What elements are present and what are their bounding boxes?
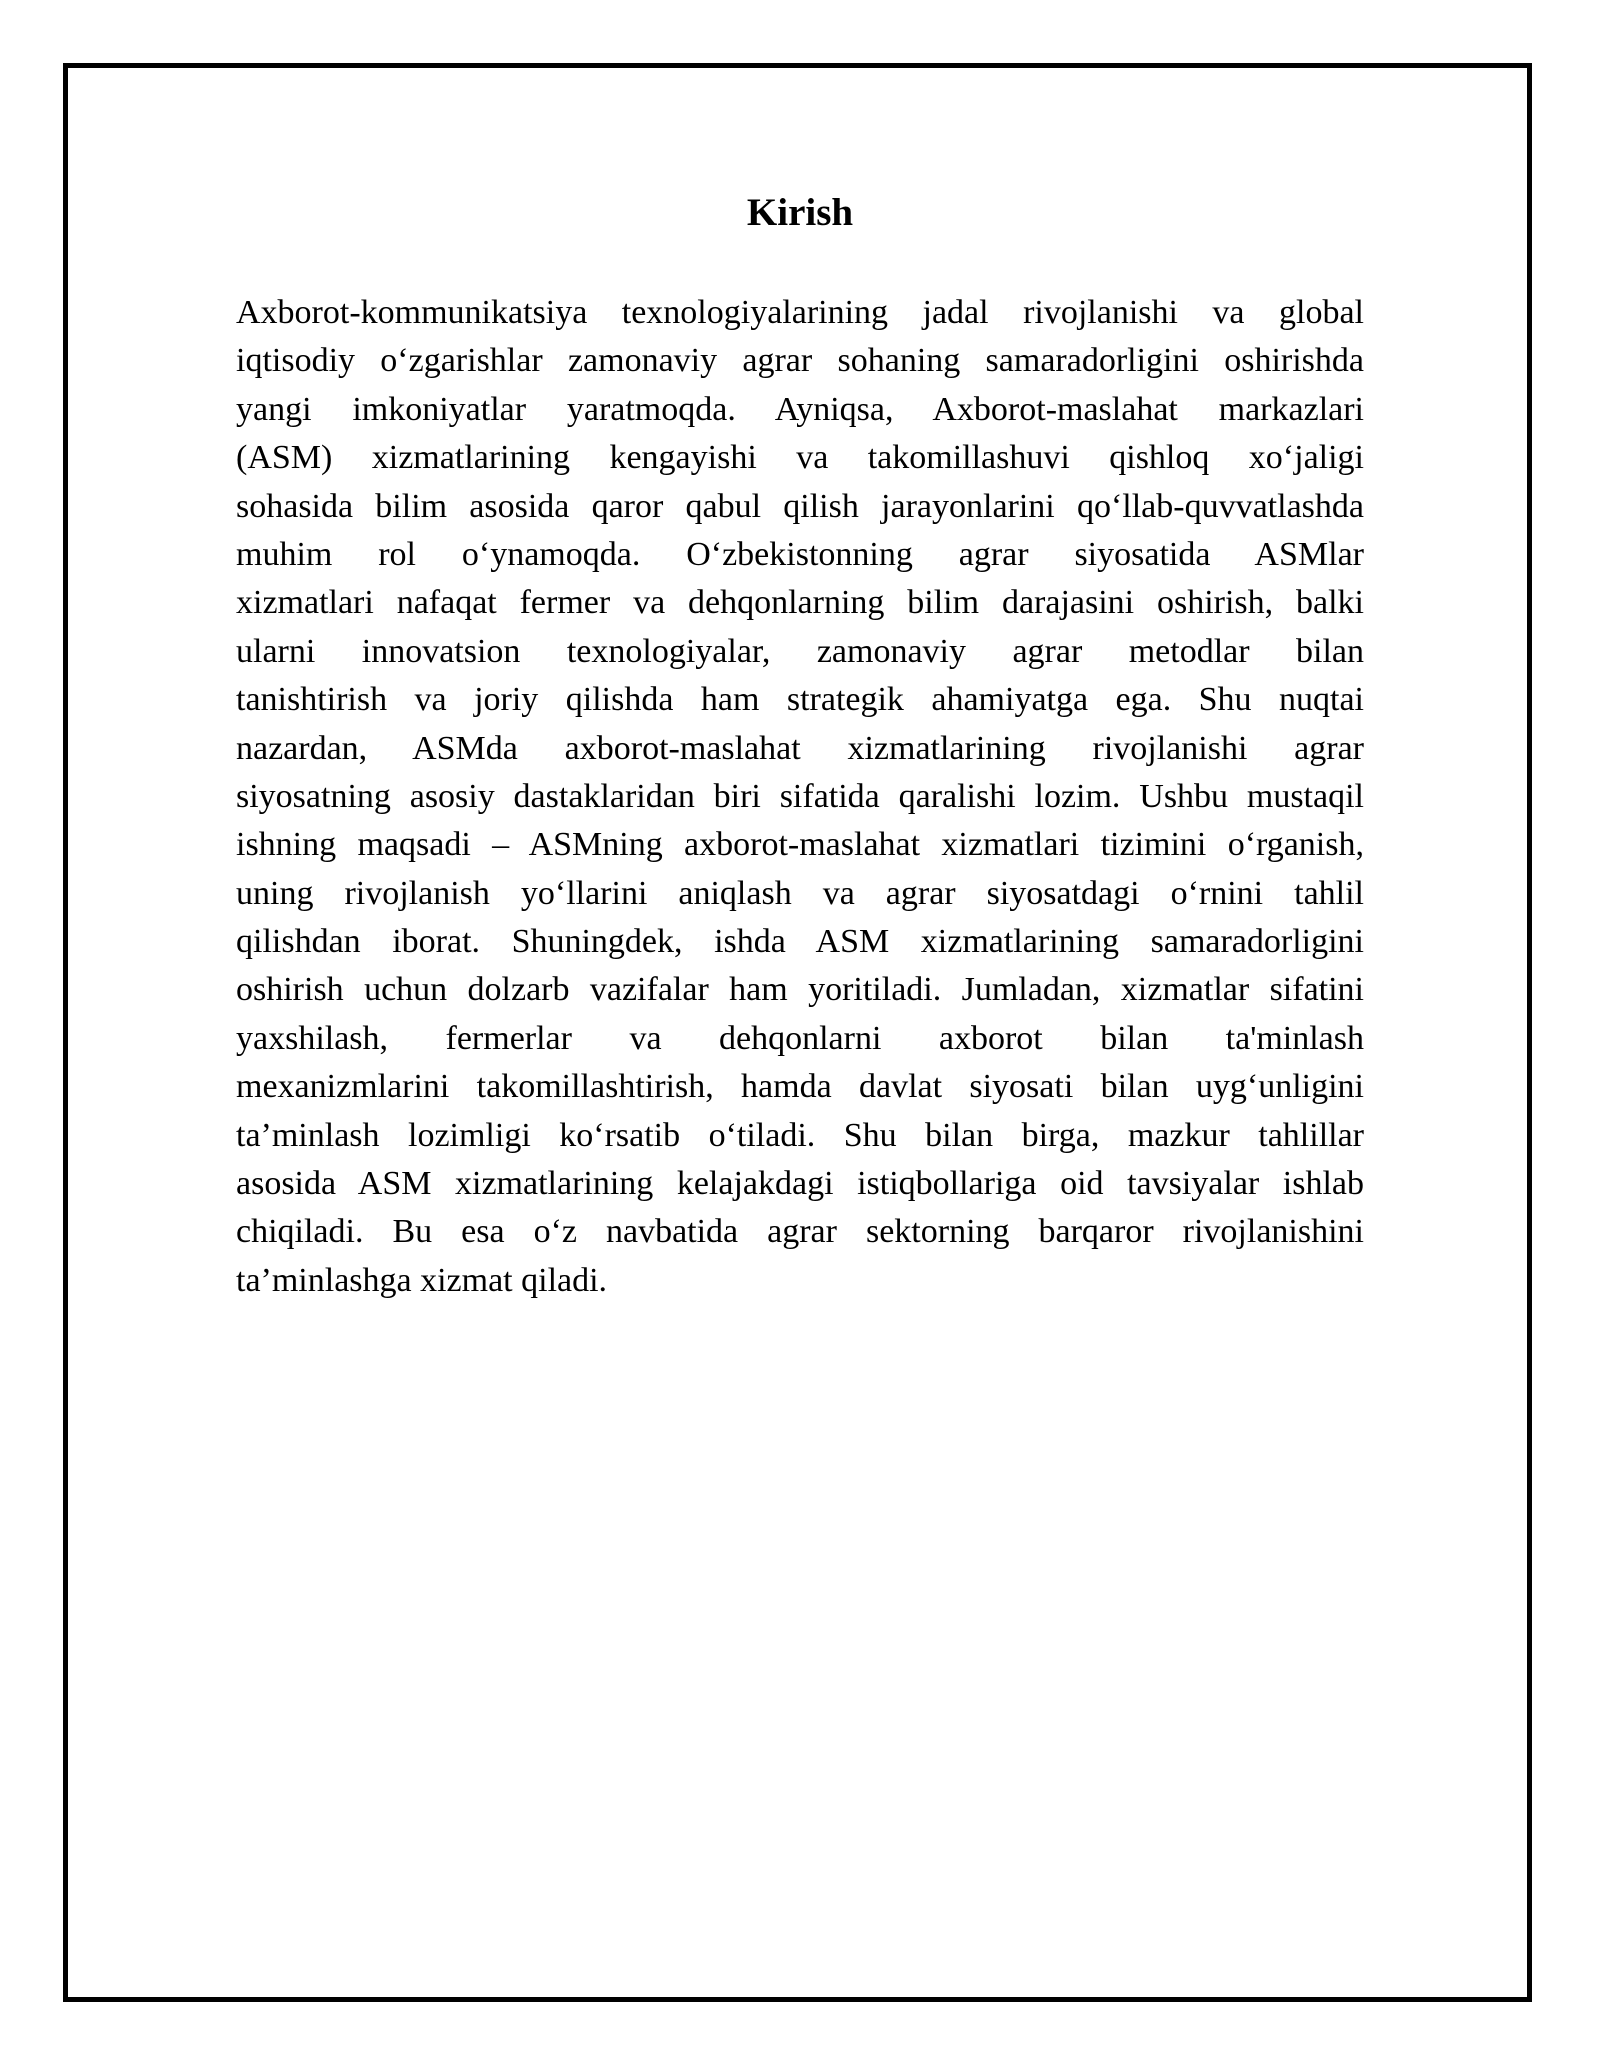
paragraph-line: xizmatlari nafaqat fermer va dehqonlarning bilim darajasini oshirish, balki: [236, 584, 1364, 622]
paragraph-line: Axborot-kommunikatsiya texnologiyalarining jadal rivojlanishi va global: [236, 294, 1364, 331]
paragraph-line: oshirish uchun dolzarb vazifalar ham yoritiladi. Jumladan, xizmatlar sifatini: [236, 971, 1364, 1009]
body-paragraph: [236, 289, 1364, 1305]
paragraph-line: yaxshilash, fermerlar va dehqonlarni axborot bilan ta'minlash: [236, 1019, 1364, 1057]
paragraph-line: asosida ASM xizmatlarining kelajakdagi istiqbollariga oid tavsiyalar ishlab: [236, 1165, 1364, 1203]
paragraph-line: ta’minlash lozimligi ko‘rsatib o‘tiladi. Shu bilan birga, mazkur tahlillar: [236, 1116, 1364, 1154]
paragraph-line: (ASM) xizmatlarining kengayishi va takomillashuvi qishloq xo‘jaligi: [236, 439, 1364, 477]
paragraph-line: muhim rol o‘ynamoqda. O‘zbekistonning agrar siyosatida ASMlar: [236, 535, 1364, 573]
paragraph-line: sohasida bilim asosida qaror qabul qilish jarayonlarini qo‘llab-quvvatlashda: [236, 487, 1364, 525]
paragraph-line: nazardan, ASMda axborot-maslahat xizmatlarining rivojlanishi agrar: [236, 729, 1364, 767]
paragraph-line: yangi imkoniyatlar yaratmoqda. Ayniqsa, Axborot-maslahat markazlari: [236, 390, 1364, 428]
page-title: Kirish: [746, 191, 854, 234]
paragraph-line: ta’minlashga xizmat qiladi.: [236, 1261, 608, 1299]
paragraph-line: iqtisodiy o‘zgarishlar zamonaviy agrar sohaning samaradorligini oshirishda: [236, 342, 1364, 380]
paragraph-line: chiqiladi. Bu esa o‘z navbatida agrar sektorning barqaror rivojlanishini: [236, 1213, 1364, 1251]
paragraph-line: ularni innovatsion texnologiyalar, zamonaviy agrar metodlar bilan: [236, 632, 1364, 670]
paragraph-line: ishning maqsadi – ASMning axborot-maslahat xizmatlari tizimini o‘rganish,: [236, 826, 1364, 864]
paragraph-line: mexanizmlarini takomillashtirish, hamda davlat siyosati bilan uyg‘unligini: [236, 1068, 1364, 1106]
paragraph-line: qilishdan iborat. Shuningdek, ishda ASM xizmatlarining samaradorligini: [236, 923, 1364, 961]
paragraph-line: uning rivojlanish yo‘llarini aniqlash va agrar siyosatdagi o‘rnini tahlil: [236, 874, 1364, 912]
paragraph-line: siyosatning asosiy dastaklaridan biri sifatida qaralishi lozim. Ushbu mustaqil: [236, 777, 1364, 815]
paragraph-line: tanishtirish va joriy qilishda ham strategik ahamiyatga ega. Shu nuqtai: [236, 681, 1364, 719]
